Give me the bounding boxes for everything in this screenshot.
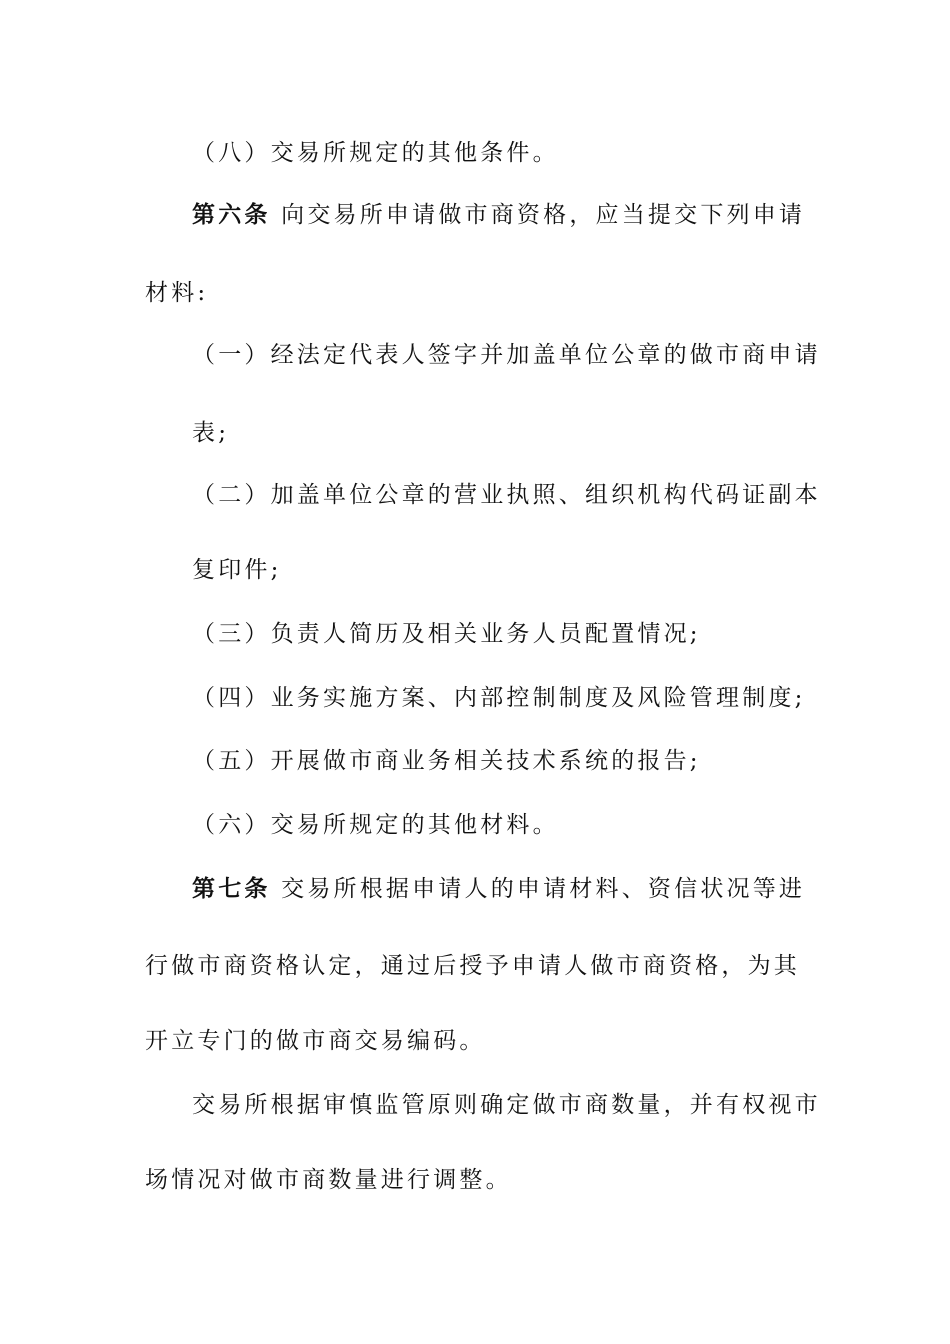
article-6-text: 向交易所申请做市商资格，应当提交下列申请 bbox=[281, 202, 806, 228]
article-7-line-3: 开立专门的做市商交易编码。 bbox=[145, 1028, 486, 1054]
material-6: （六）交易所规定的其他材料。 bbox=[192, 812, 559, 838]
material-2-line-2: 复印件; bbox=[192, 557, 282, 583]
final-paragraph-line-2: 场情况对做市商数量进行调整。 bbox=[145, 1167, 512, 1193]
material-5: （五）开展做市商业务相关技术系统的报告; bbox=[192, 748, 701, 774]
material-3: （三）负责人简历及相关业务人员配置情况; bbox=[192, 621, 701, 647]
final-paragraph-line-1: 交易所根据审慎监管原则确定做市商数量，并有权视市 bbox=[192, 1092, 821, 1118]
item-8: （八）交易所规定的其他条件。 bbox=[192, 140, 559, 166]
article-7-heading: 第七条 bbox=[192, 875, 271, 902]
article-7-text: 交易所根据申请人的申请材料、资信状况等进 bbox=[281, 876, 806, 902]
material-4: （四）业务实施方案、内部控制制度及风险管理制度; bbox=[192, 685, 806, 711]
article-7-line-2: 行做市商资格认定，通过后授予申请人做市商资格，为其 bbox=[145, 953, 800, 979]
article-7-line-1 bbox=[192, 874, 805, 904]
article-6-line-1 bbox=[192, 200, 805, 230]
material-1-line-1: （一）经法定代表人签字并加盖单位公章的做市商申请 bbox=[192, 342, 821, 368]
article-6-line-2: 材料: bbox=[145, 280, 209, 306]
material-1-line-2: 表; bbox=[192, 420, 230, 446]
material-2-line-1: （二）加盖单位公章的营业执照、组织机构代码证副本 bbox=[192, 482, 821, 508]
article-6-heading: 第六条 bbox=[192, 201, 271, 228]
